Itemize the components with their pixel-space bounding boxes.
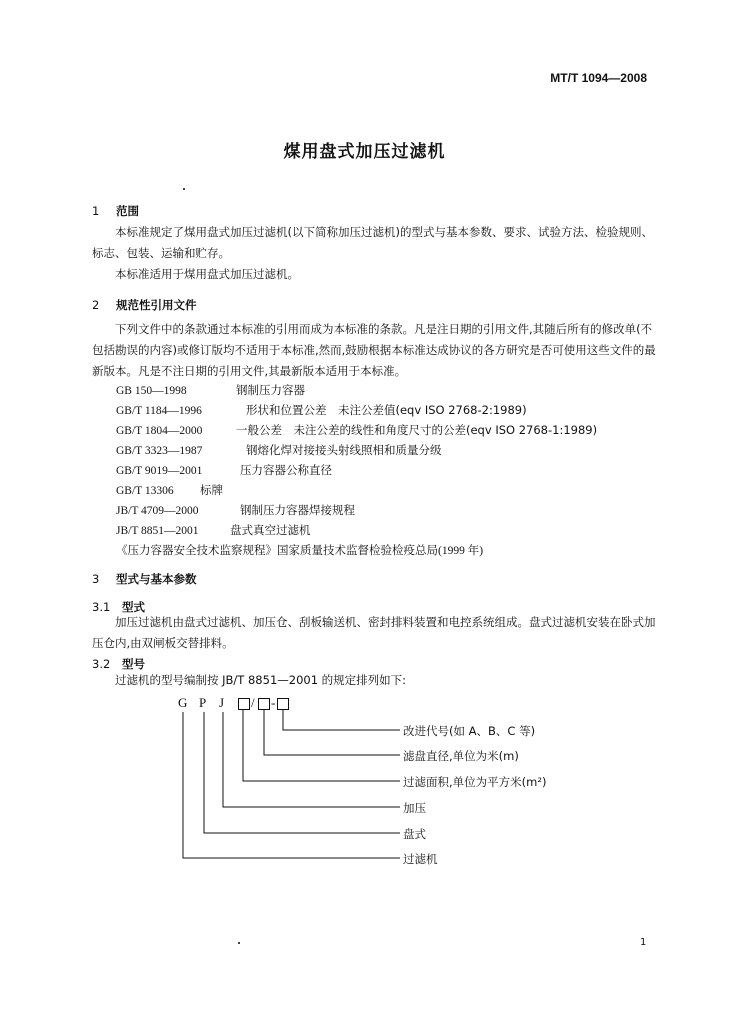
model-box-improvement (277, 698, 289, 710)
scan-speck (183, 188, 185, 190)
reference-item: GB 150—1998 钢制压力容器 (116, 383, 305, 397)
section-title: 型式 (122, 600, 145, 614)
model-label-disc-type: 盘式 (403, 827, 426, 841)
model-box-diameter (258, 698, 270, 710)
document-title: 煤用盘式加压过滤机 (283, 142, 446, 162)
reference-item: GB/T 9019—2001 压力容器公称直径 (116, 463, 332, 477)
model-label-disc-diameter: 滤盘直径,单位为米(m) (403, 749, 519, 763)
model-separator-slash: / (251, 695, 255, 710)
reference-item: JB/T 4709—2000 钢制压力容器焊接规程 (116, 503, 355, 517)
section-1-heading (92, 203, 139, 219)
section-1-paragraph-2: 本标准适用于煤用盘式加压过滤机。 (115, 267, 299, 281)
section-title: 规范性引用文件 (116, 298, 197, 312)
reference-item: GB/T 3323—1987 钢熔化焊对接接头射线照相和质量分级 (116, 443, 442, 457)
section-title: 型式与基本参数 (116, 572, 197, 586)
section-number: 1 (92, 204, 100, 218)
standard-code: MT/T 1094—2008 (550, 71, 647, 85)
model-letter-p: P (199, 695, 207, 710)
section-number: 3 (92, 572, 100, 586)
section-number: 3.2 (92, 657, 111, 671)
section-number: 2 (92, 298, 100, 312)
section-title: 型号 (122, 657, 145, 671)
model-label-improvement-code: 改进代号(如 A、B、C 等) (403, 724, 536, 738)
model-letter-j: J (219, 695, 225, 710)
section-title: 范围 (116, 204, 139, 218)
model-label-pressurized: 加压 (403, 801, 426, 815)
reference-item: JB/T 8851—2001 盘式真空过滤机 (116, 523, 311, 537)
section-3-1-paragraph: 加压过滤机由盘式过滤机、加压仓、刮板输送机、密封排料装置和电控系统组成。盘式过滤机安装在卧式加压仓内,由双闸板交替排料。 (92, 615, 656, 650)
page-number: 1 (640, 937, 647, 948)
model-letter-g: G (178, 695, 188, 710)
reference-item: GB/T 1184—1996 形状和位置公差 未注公差值(eqv ISO 2768-2:1989) (116, 403, 527, 417)
scan-speck (238, 942, 240, 944)
reference-item: GB/T 1804—2000 一般公差 未注公差的线性和角度尺寸的公差(eqv ISO 2768-1:1989) (116, 423, 598, 437)
reference-item: 《压力容器安全技术监察规程》国家质量技术监督检验检疫总局(1999 年) (116, 545, 484, 557)
model-separator-dash: - (271, 695, 276, 710)
reference-item: GB/T 13306 标牌 (116, 483, 223, 497)
model-label-filtration-area: 过滤面积,单位为平方米(m²) (403, 775, 547, 789)
section-2-heading (92, 297, 197, 313)
model-box-area (238, 698, 250, 710)
section-3-heading (92, 571, 197, 587)
section-3-2-paragraph: 过滤机的型号编制按 JB/T 8851—2001 的规定排列如下: (115, 673, 407, 687)
section-2-paragraph: 下列文件中的条款通过本标准的引用而成为本标准的条款。凡是注日期的引用文件,其随后所有的修改单(不包括勘误的内容)或修订版均不适用于本标准,然而,鼓励根据本标准达成协议的各方研究是否可使用这些文件的最新版本。凡是不注日期的引用文件,其最新版本适用于本标准。 (92, 322, 656, 378)
section-1-paragraph: 本标准规定了煤用盘式加压过滤机(以下简称加压过滤机)的型式与基本参数、要求、试验方法、检验规则、标志、包装、运输和贮存。 (92, 225, 653, 260)
model-label-filter: 过滤机 (403, 852, 438, 866)
section-number: 3.1 (92, 600, 111, 614)
